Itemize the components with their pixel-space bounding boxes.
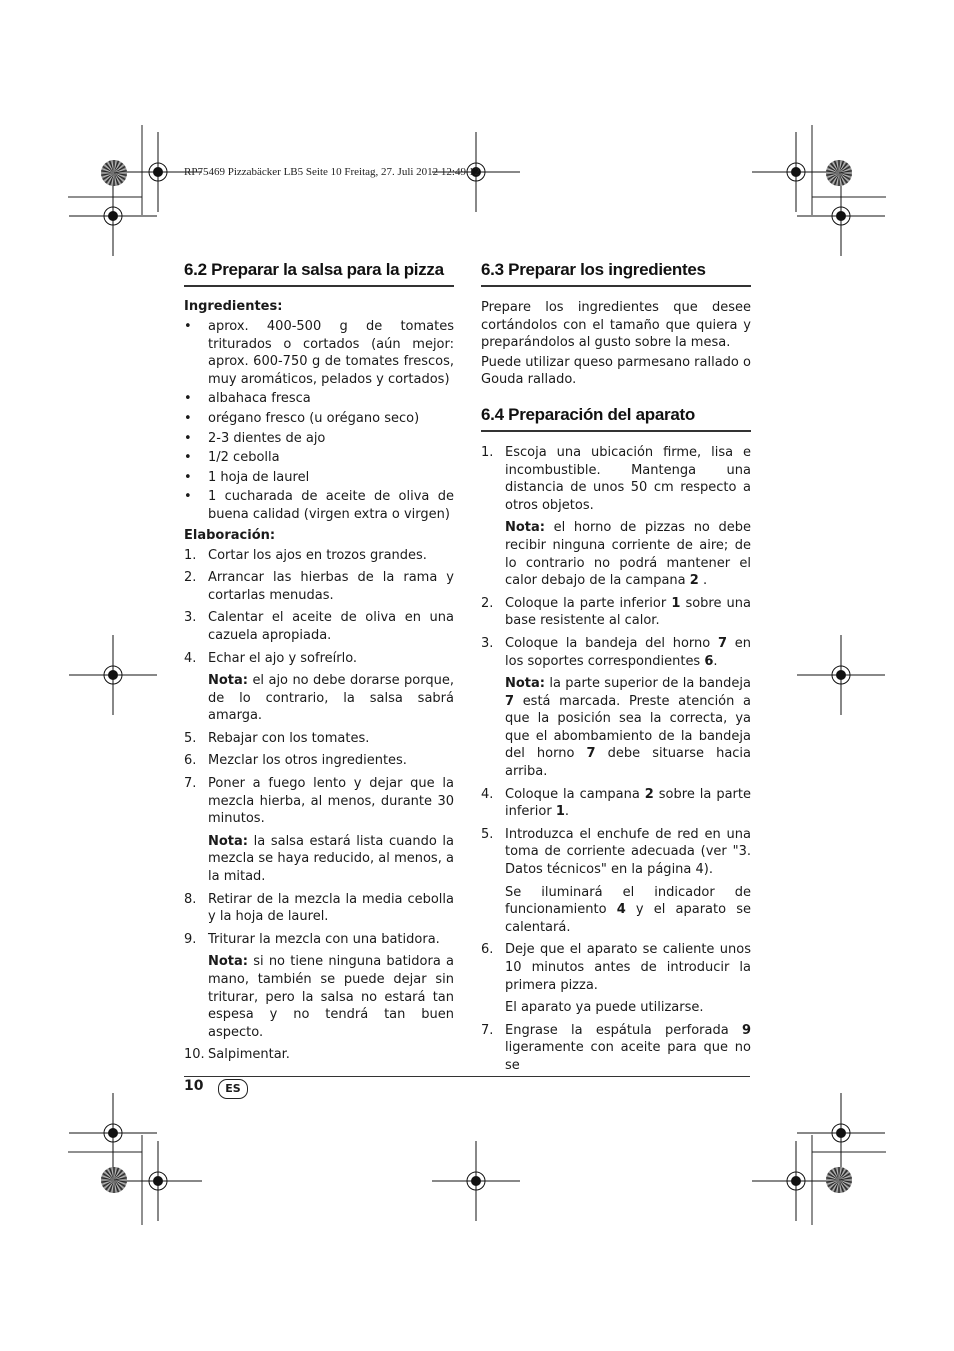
section-heading-6-4: 6.4 Preparación del aparato [481, 405, 751, 432]
list-item: • 2-3 dientes de ajo [184, 430, 326, 446]
registration-target-icon [69, 635, 157, 715]
list-item: 4. Echar el ajo y sofreírlo. [184, 650, 358, 666]
right-column [481, 260, 751, 1080]
list-item: • orégano fresco (u orégano seco) [184, 410, 420, 426]
note-paragraph: Nota: la parte superior de la bandeja 7 está marcada. Preste atención a que la posición sea la correcta, ya que el abombamiento de la bandeja del horno 7 debe situarse hacia arriba. [505, 676, 752, 780]
section-heading-6-3: 6.3 Preparar los ingredientes [481, 260, 751, 287]
list-item: 6. Mezclar los otros ingredientes. [184, 753, 407, 769]
list-item: 4. Coloque la campana 2 sobre la parte inferior 1. [481, 786, 751, 820]
footer-divider [184, 1076, 750, 1077]
list-item: 3. Calentar el aceite de oliva en una cazuela apropiada. [184, 610, 454, 643]
note-paragraph: Nota: el ajo no debe dorarse porque, de lo contrario, la salsa sabrá amarga. [208, 673, 454, 724]
list-item: 7. Engrase la espátula perforada 9 ligeramente con aceite para que no se [481, 1022, 751, 1073]
note-paragraph: Nota: la salsa estará lista cuando la mezcla se haya reducido, al menos, a la mitad. [208, 833, 454, 885]
list-item: 8. Retirar de la mezcla la media cebolla y la hoja de laurel. [184, 891, 454, 925]
list-item: 5. Rebajar con los tomates. [184, 730, 370, 746]
registration-target-icon [797, 635, 885, 715]
registration-target-icon [797, 176, 885, 256]
elaboration-label: Elaboración: [184, 527, 276, 543]
color-rosette-icon [101, 1167, 127, 1193]
color-rosette-icon [826, 160, 852, 186]
list-item: 1. Escoja una ubicación firme, lisa e incombustible. Mantenga una distancia de unos 50 cm respecto a otros objetos. [481, 444, 751, 513]
paragraph: Puede utilizar queso parmesano rallado o Gouda rallado. [481, 354, 751, 388]
list-item: 6. Deje que el aparato se caliente unos 10 minutos antes de introducir la primera pizza. [481, 942, 751, 993]
registration-target-icon [432, 1141, 520, 1221]
paragraph: Prepare los ingredientes que desee cortándolos con el tamaño que quiera y preparándolos al gusto sobre la mesa. [481, 300, 751, 351]
registration-target-icon [797, 1093, 885, 1173]
list-item: 2. Arrancar las hierbas de la rama y cortarlas menudas. [184, 570, 454, 603]
section-heading-6-2: 6.2 Preparar la salsa para la pizza [184, 260, 454, 287]
list-item: 1. Cortar los ajos en trozos grandes. [184, 547, 427, 563]
print-header-line: RP75469 Pizzabäcker LB5 Seite 10 Freitag, 27. Juli 2012 12:49 12 [184, 166, 480, 178]
ingredients-list [184, 318, 454, 524]
list-item: • albahaca fresca [184, 391, 311, 407]
registration-target-icon [114, 1141, 202, 1221]
step-paragraph: Se iluminará el indicador de funcionamiento 4 y el aparato se calentará. [505, 884, 751, 935]
list-item: • 1/2 cebolla [184, 450, 280, 466]
step-paragraph: El aparato ya puede utilizarse. [505, 1000, 704, 1016]
list-item: • 1 cucharada de aceite de oliva de buena calidad (virgen extra o virgen) [184, 489, 454, 522]
color-rosette-icon [826, 1167, 852, 1193]
left-column [184, 260, 454, 1069]
ingredients-label: Ingredientes: [184, 299, 283, 314]
language-badge: ES [218, 1079, 248, 1099]
note-paragraph: Nota: el horno de pizzas no debe recibir ninguna corriente de aire; de lo contrario no podrá mantener el calor debajo de la campana 2 . [505, 520, 752, 589]
list-item: • 1 hoja de laurel [184, 469, 310, 485]
list-item: • aprox. 400-500 g de tomates triturados o cortados (aún mejor: aprox. 600-750 g de tomates frescos, muy aromáticos, pelados y cortados) [184, 319, 454, 387]
registration-target-icon [69, 1093, 157, 1173]
list-item: 3. Coloque la bandeja del horno 7 en los soportes correspondientes 6. [481, 635, 751, 669]
color-rosette-icon [101, 160, 127, 186]
elaboration-steps [184, 547, 454, 668]
list-item: 9. Triturar la mezcla con una batidora. [184, 931, 440, 947]
page-number: 10 [184, 1078, 204, 1094]
list-item: 10. Salpimentar. [184, 1047, 290, 1063]
registration-target-icon [69, 176, 157, 256]
note-paragraph: Nota: si no tiene ninguna batidora a mano, también se puede dejar sin triturar, pero la salsa no estará tan espesa y no tendrá tan buen aspecto. [208, 954, 454, 1040]
list-item: 2. Coloque la parte inferior 1 sobre una base resistente al calor. [481, 595, 751, 629]
list-item: 7. Poner a fuego lento y dejar que la mezcla hierba, al menos, durante 30 minutos. [184, 776, 454, 827]
setup-steps [481, 444, 751, 514]
list-item: 5. Introduzca el enchufe de red en una toma de corriente adecuada (ver "3. Datos técnicos" en la página 4). [481, 826, 751, 878]
